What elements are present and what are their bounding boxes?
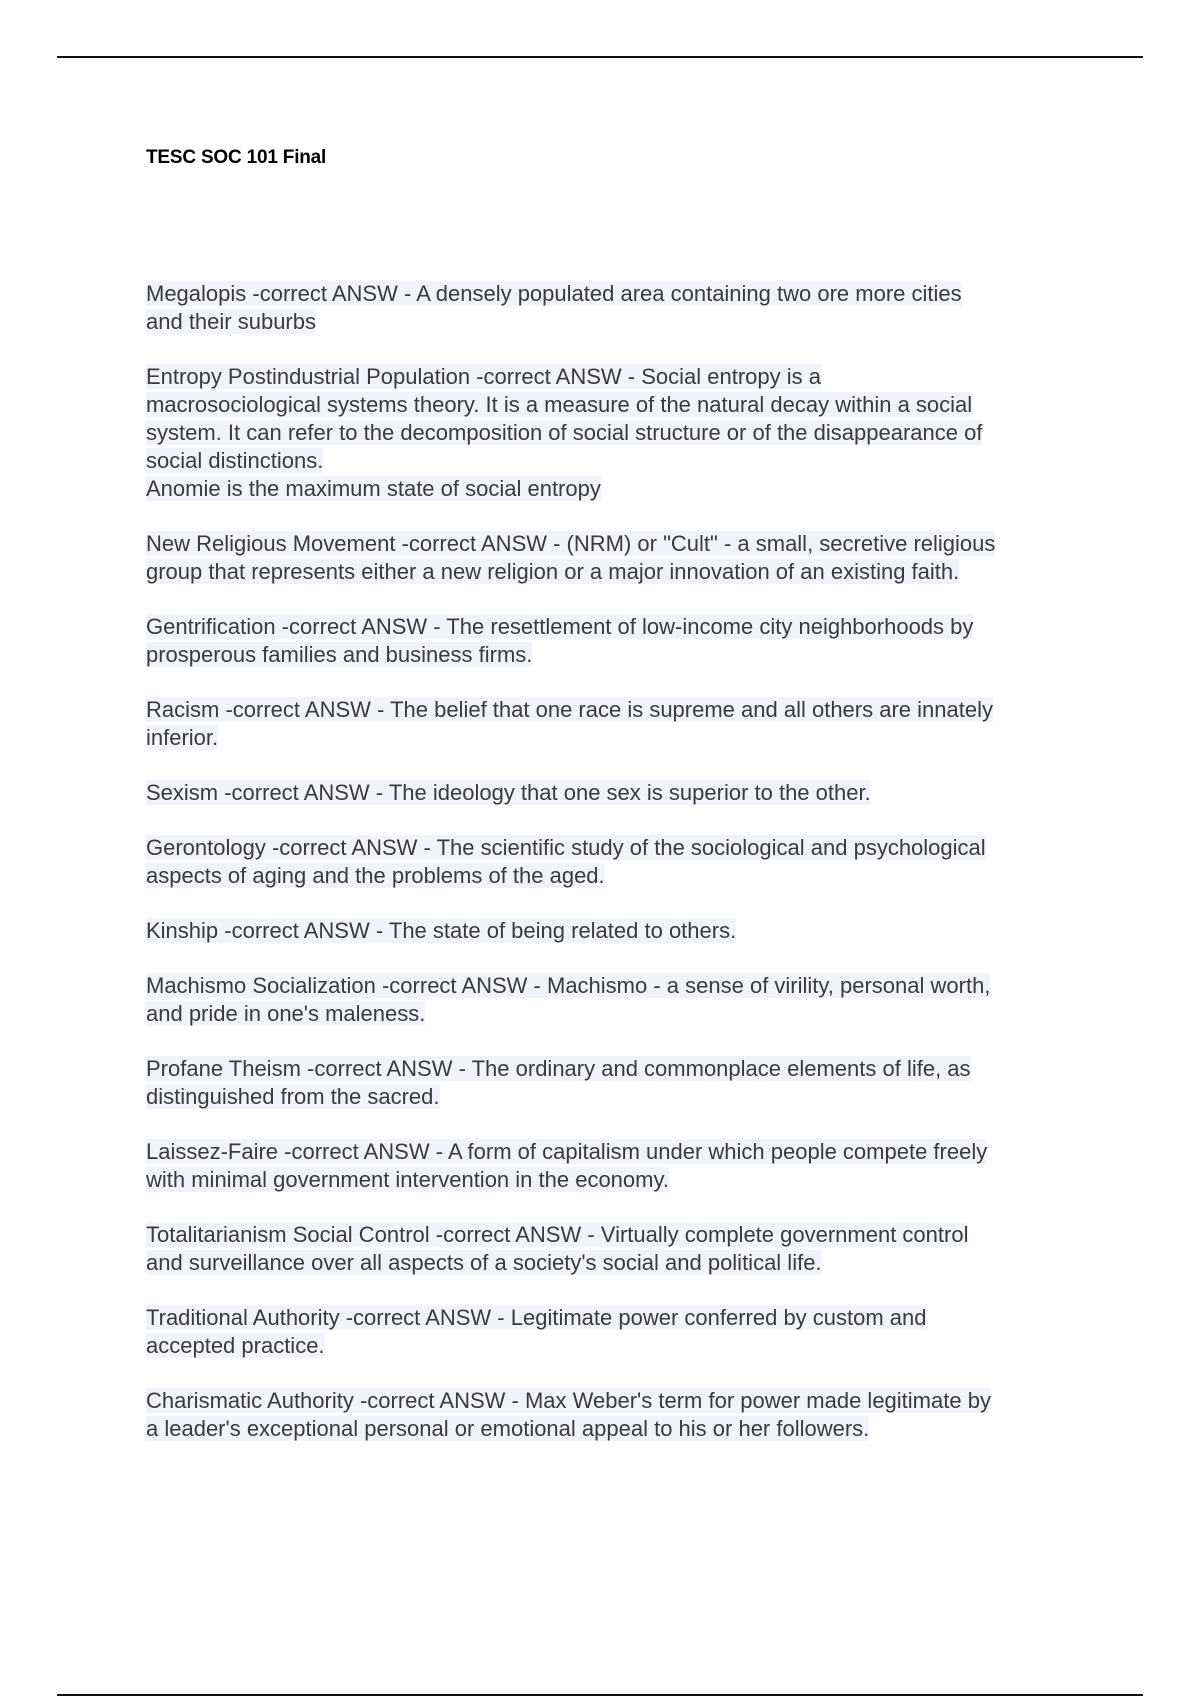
entry-line [146,1221,1086,1249]
entry-line [146,1000,1086,1028]
header-rule [57,56,1143,58]
document-title: TESC SOC 101 Final [146,147,327,168]
entry-line [146,1083,1086,1111]
entry-text: macrosociological systems theory. It is a measure of the natural decay within a social [146,392,973,417]
entry-line [146,419,1086,447]
flashcard-list [146,280,1086,1470]
flashcard-entry [146,613,1086,669]
entry-line [146,1415,1086,1443]
entry-text: social distinctions. [146,448,324,473]
flashcard-entry [146,696,1086,752]
entry-text: aspects of aging and the problems of the aged. [146,863,605,888]
entry-text: accepted practice. [146,1333,325,1358]
entry-text: with minimal government intervention in the economy. [146,1167,669,1192]
entry-line [146,613,1086,641]
entry-line [146,1166,1086,1194]
entry-line [146,724,1086,752]
flashcard-entry [146,1221,1086,1277]
entry-text: Gentrification -correct ANSW - The resettlement of low-income city neighborhoods by [146,614,974,639]
entry-text: a leader's exceptional personal or emotional appeal to his or her followers. [146,1416,870,1441]
flashcard-entry [146,530,1086,586]
flashcard-entry [146,1387,1086,1443]
entry-text: Machismo Socialization -correct ANSW - Machismo - a sense of virility, personal worth, [146,973,991,998]
entry-text: Gerontology -correct ANSW - The scientific study of the sociological and psychological [146,835,986,860]
entry-text: Totalitarianism Social Control -correct ANSW - Virtually complete government control [146,1222,969,1247]
entry-line [146,1387,1086,1415]
flashcard-entry [146,917,1086,945]
entry-line [146,1332,1086,1360]
entry-text: and pride in one's maleness. [146,1001,426,1026]
flashcard-entry [146,1304,1086,1360]
entry-line [146,1138,1086,1166]
entry-text: Laissez-Faire -correct ANSW - A form of capitalism under which people compete freely [146,1139,988,1164]
entry-text: inferior. [146,725,219,750]
entry-text: Profane Theism -correct ANSW - The ordinary and commonplace elements of life, as [146,1056,971,1081]
entry-line [146,917,1086,945]
flashcard-entry [146,779,1086,807]
entry-line [146,447,1086,475]
entry-line [146,972,1086,1000]
entry-text: distinguished from the sacred. [146,1084,440,1109]
entry-line [146,696,1086,724]
entry-line [146,779,1086,807]
entry-line [146,363,1086,391]
flashcard-entry [146,972,1086,1028]
entry-text: Charismatic Authority -correct ANSW - Max Weber's term for power made legitimate by [146,1388,991,1413]
entry-line [146,641,1086,669]
entry-line [146,475,1086,503]
entry-text: New Religious Movement -correct ANSW - (NRM) or "Cult" - a small, secretive religious [146,531,996,556]
footer-rule [57,1694,1143,1696]
entry-text: Sexism -correct ANSW - The ideology that one sex is superior to the other. [146,780,871,805]
entry-line [146,558,1086,586]
entry-text: Entropy Postindustrial Population -correct ANSW - Social entropy is a [146,364,821,389]
flashcard-entry [146,834,1086,890]
entry-line [146,1249,1086,1277]
entry-line [146,530,1086,558]
entry-line [146,1055,1086,1083]
entry-text: Racism -correct ANSW - The belief that one race is supreme and all others are innately [146,697,993,722]
entry-text: group that represents either a new religion or a major innovation of an existing faith. [146,559,960,584]
entry-line [146,308,1086,336]
flashcard-entry [146,363,1086,503]
entry-line [146,862,1086,890]
entry-text: Kinship -correct ANSW - The state of being related to others. [146,918,737,943]
entry-text: and surveillance over all aspects of a society's social and political life. [146,1250,822,1275]
entry-text: and their suburbs [146,309,316,334]
flashcard-entry [146,280,1086,336]
entry-text: prosperous families and business firms. [146,642,533,667]
entry-text: Megalopis -correct ANSW - A densely populated area containing two ore more cities [146,281,962,306]
entry-text: system. It can refer to the decomposition of social structure or of the disappearance of [146,420,983,445]
entry-line [146,834,1086,862]
entry-text: Traditional Authority -correct ANSW - Legitimate power conferred by custom and [146,1305,927,1330]
flashcard-entry [146,1138,1086,1194]
entry-line [146,391,1086,419]
flashcard-entry [146,1055,1086,1111]
entry-line [146,280,1086,308]
entry-line [146,1304,1086,1332]
entry-text: Anomie is the maximum state of social entropy [146,476,601,501]
